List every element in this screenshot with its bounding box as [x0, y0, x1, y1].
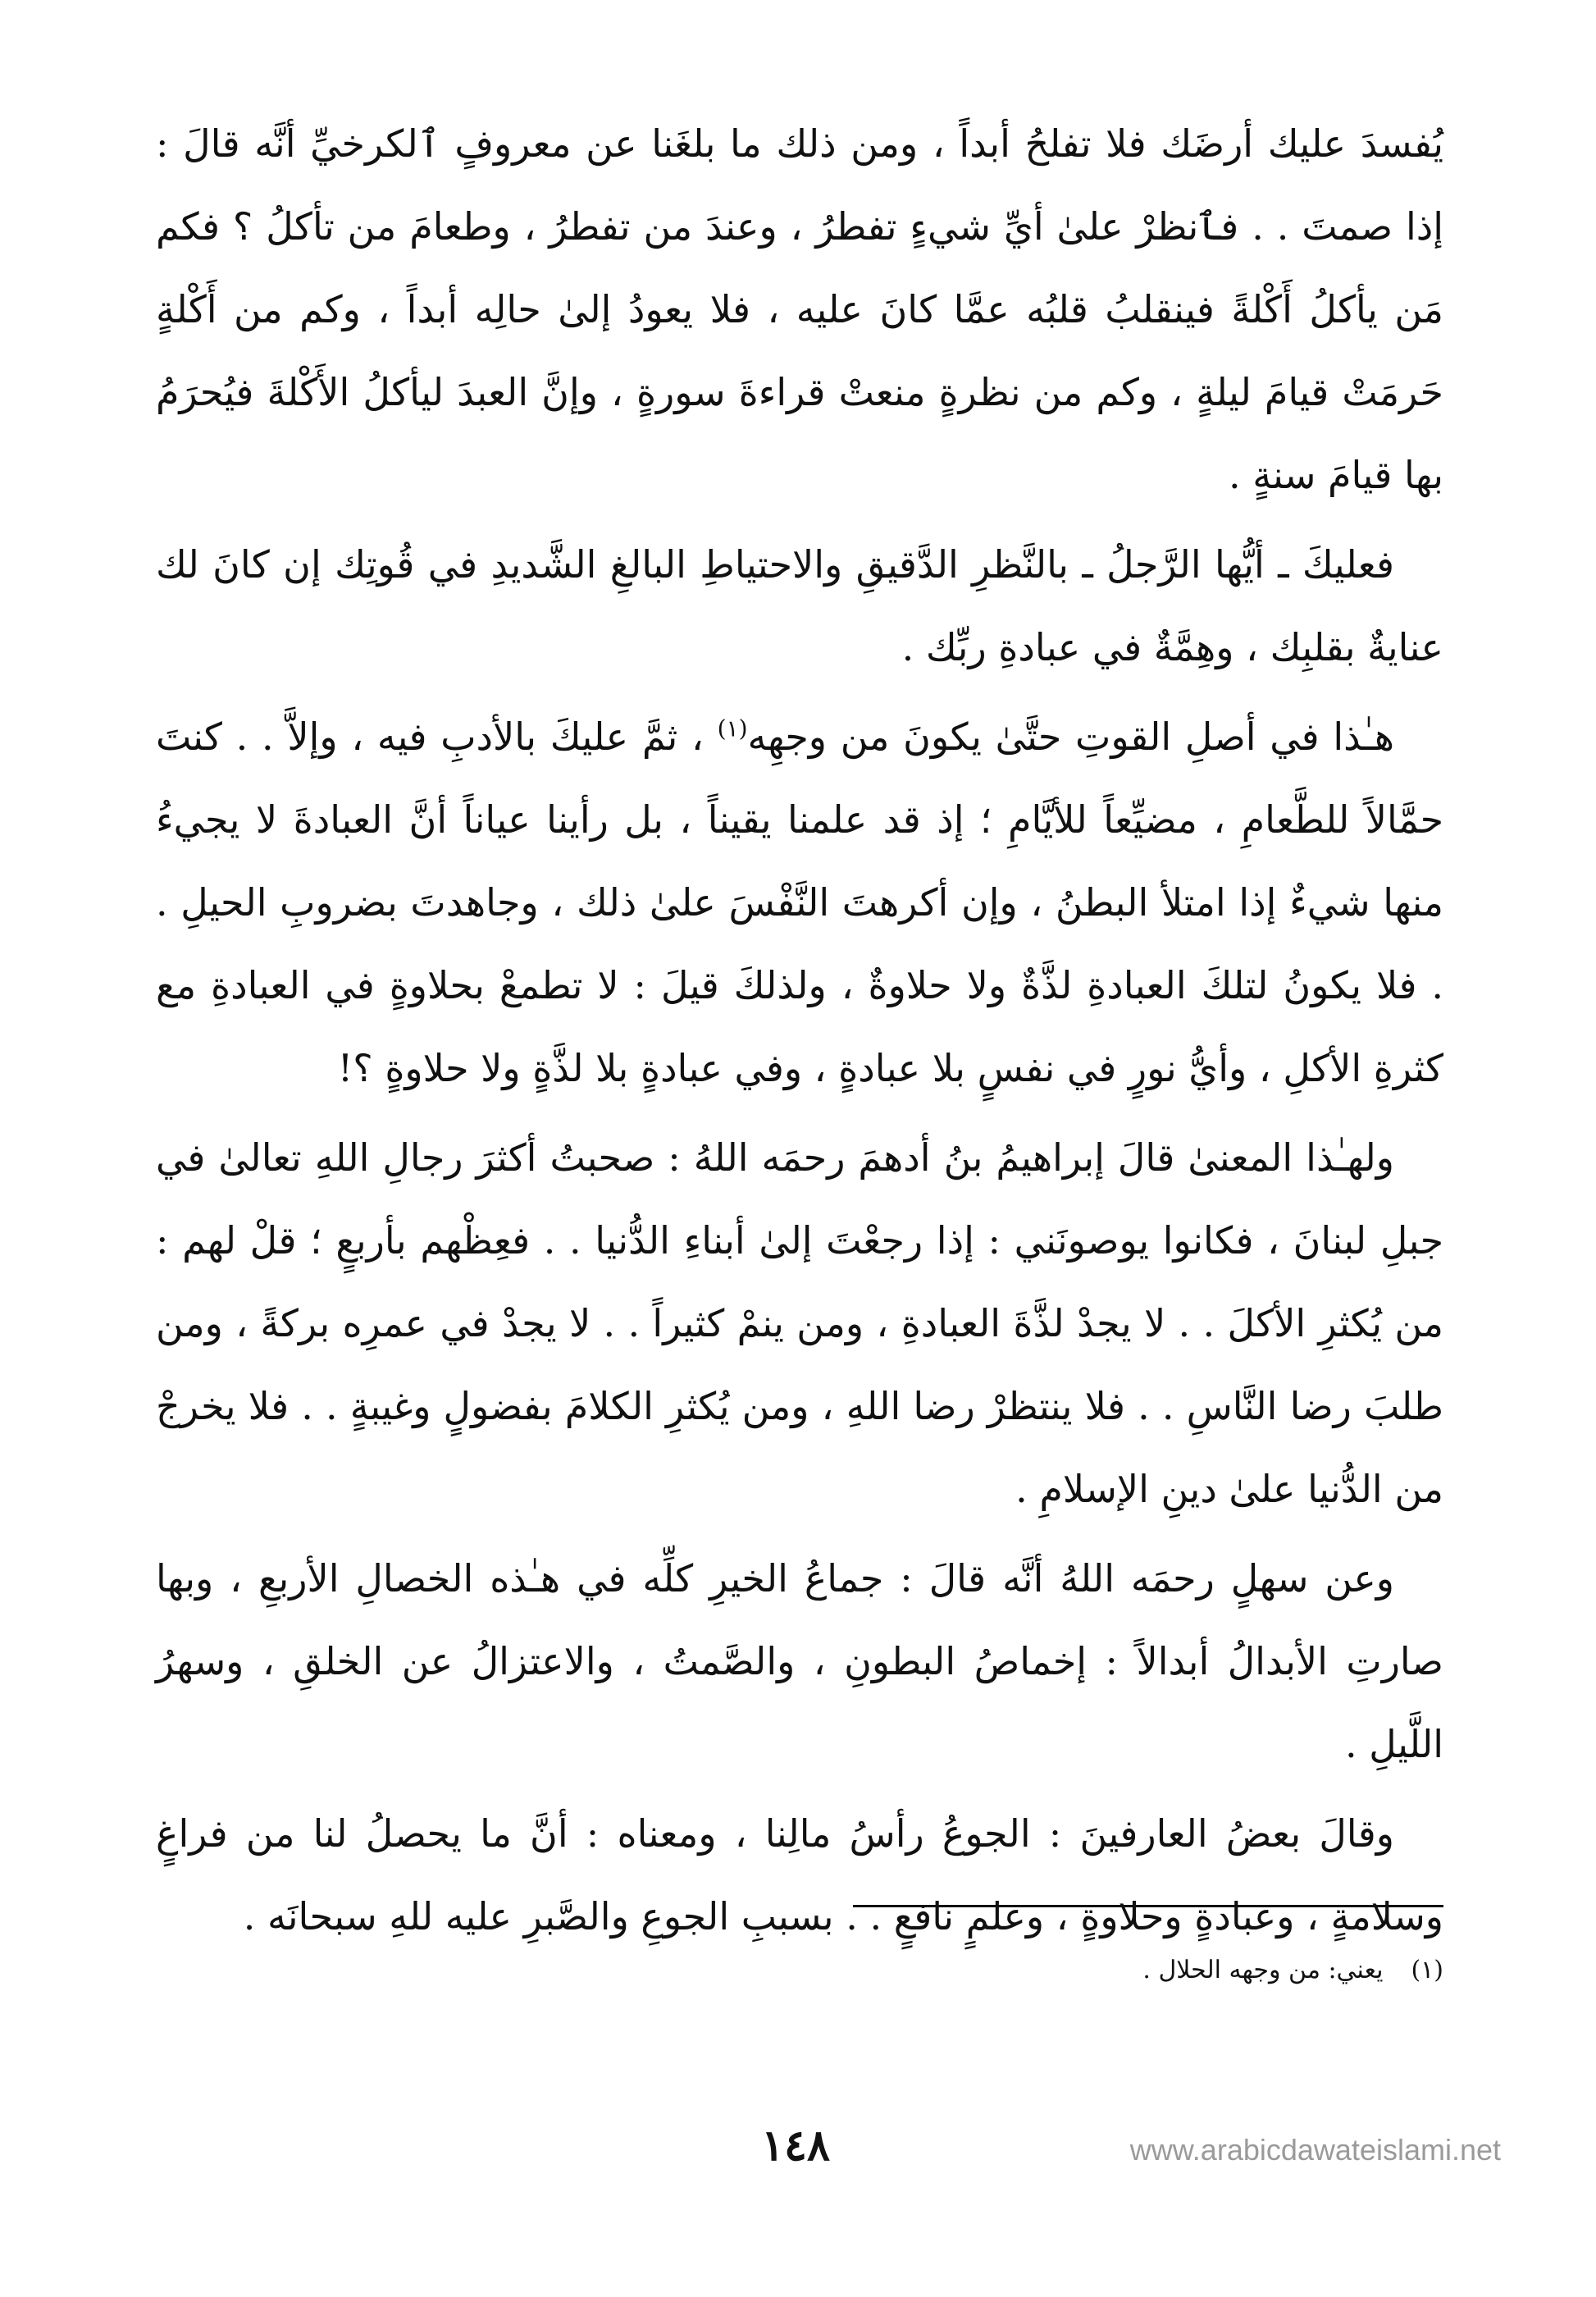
paragraph-6: وقالَ بعضُ العارفينَ : الجوعُ رأسُ مالِنا ، ومعناه : أنَّ ما يحصلُ لنا من فراغٍ وسلامةٍ ، وعبادةٍ وحلاوةٍ ، وعلمٍ نافعٍ . . بسببِ الجوعِ والصَّبرِ عليه للهِ سبحانَه .	[156, 1811, 1443, 1939]
paragraph-3	[156, 696, 1443, 1110]
page-number: ١٤٨	[761, 2121, 830, 2171]
footnote-text: يعني: من وجهه الحلال .	[1142, 1956, 1384, 1984]
paragraph-3-text-after-ref: ، ثمَّ عليكَ بالأدبِ فيه ، وإلاَّ . . كنتَ حمَّالاً للطَّعامِ ، مضيِّعاً للأيَّامِ ؛ إذ قد علمنا يقيناً ، بل رأينا عياناً أنَّ العبادةَ لا يجيءُ منها شيءٌ إذا امتلأ البطنُ ، وإن أكرهتَ النَّفْسَ علىٰ ذلك ، وجاهدتَ بضروبِ الحيلِ . . فلا يكونُ لتلكَ العبادةِ لذَّةٌ ولا حلاوةٌ ، ولذلكَ قيلَ : لا تطمعْ بحلاوةٍ في العبادةِ مع كثرةِ الأكلِ ، وأيُّ نورٍ في نفسٍ بلا عبادةٍ ، وفي عبادةٍ بلا لذَّةٍ ولا حلاوةٍ ؟!	[156, 715, 1443, 1090]
footnote-number: (١)	[1411, 1956, 1443, 1984]
paragraph-5: وعن سهلٍ رحمَه اللهُ أنَّه قالَ : جماعُ الخيرِ كلِّه في هـٰذه الخصالِ الأربعِ ، وبها صارتِ الأبدالُ أبدالاً : إخماصُ البطونِ ، والصَّمتُ ، والاعتزالُ عن الخلقِ ، وسهرُ اللَّيلِ .	[156, 1556, 1443, 1766]
footnote	[156, 1952, 1443, 1989]
paragraph-4: ولهـٰذا المعنىٰ قالَ إبراهيمُ بنُ أدهمَ رحمَه اللهُ : صحبتُ أكثرَ رجالِ اللهِ تعالىٰ في جبلِ لبنانَ ، فكانوا يوصونَني : إذا رجعْتَ إلىٰ أبناءِ الدُّنيا . . فعِظْهم بأربعٍ ؛ قلْ لهم : من يُكثرِ الأكلَ . . لا يجدْ لذَّةَ العبادةِ ، ومن ينمْ كثيراً . . لا يجدْ في عمرِه بركةً ، ومن طلبَ رضا النَّاسِ . . فلا ينتظرْ رضا اللهِ ، ومن يُكثرِ الكلامَ بفضولٍ وغيبةٍ . . فلا يخرجْ من الدُّنيا علىٰ دينِ الإسلامِ .	[156, 1135, 1444, 1511]
main-text	[156, 103, 1443, 1965]
footnote-divider	[853, 1905, 1443, 1907]
paragraph-2: فعليكَ ـ أيُّها الرَّجلُ ـ بالنَّظرِ الدَّقيقِ والاحتياطِ البالغِ الشَّديدِ في قُوتِك إن كانَ لك عنايةٌ بقلبِك ، وهِمَّةٌ في عبادةِ ربِّك .	[156, 542, 1443, 669]
watermark: www.arabicdawateislami.net	[1129, 2133, 1501, 2167]
paragraph-3-text-before-ref: هـٰذا في أصلِ القوتِ حتَّىٰ يكونَ من وجهِه	[747, 715, 1395, 759]
footnote-reference[interactable]: (١)	[717, 715, 748, 742]
paragraph-1: يُفسدَ عليك أرضَك فلا تفلحُ أبداً ، ومن ذلك ما بلغَنا عن معروفٍ ٱلكرخيِّ أنَّه قالَ : إذا صمتَ . . فٱنظرْ علىٰ أيِّ شيءٍ تفطرُ ، وعندَ من تفطرُ ، وطعامَ من تأكلُ ؟ فكم مَن يأكلُ أَكْلةً فينقلبُ قلبُه عمَّا كانَ عليه ، فلا يعودُ إلىٰ حالِه أبداً ، وكم من أَكْلةٍ حَرمَتْ قيامَ ليلةٍ ، وكم من نظرةٍ منعتْ قراءةَ سورةٍ ، وإنَّ العبدَ ليأكلُ الأَكْلةَ فيُحرَمُ بها قيامَ سنةٍ .	[156, 121, 1443, 497]
